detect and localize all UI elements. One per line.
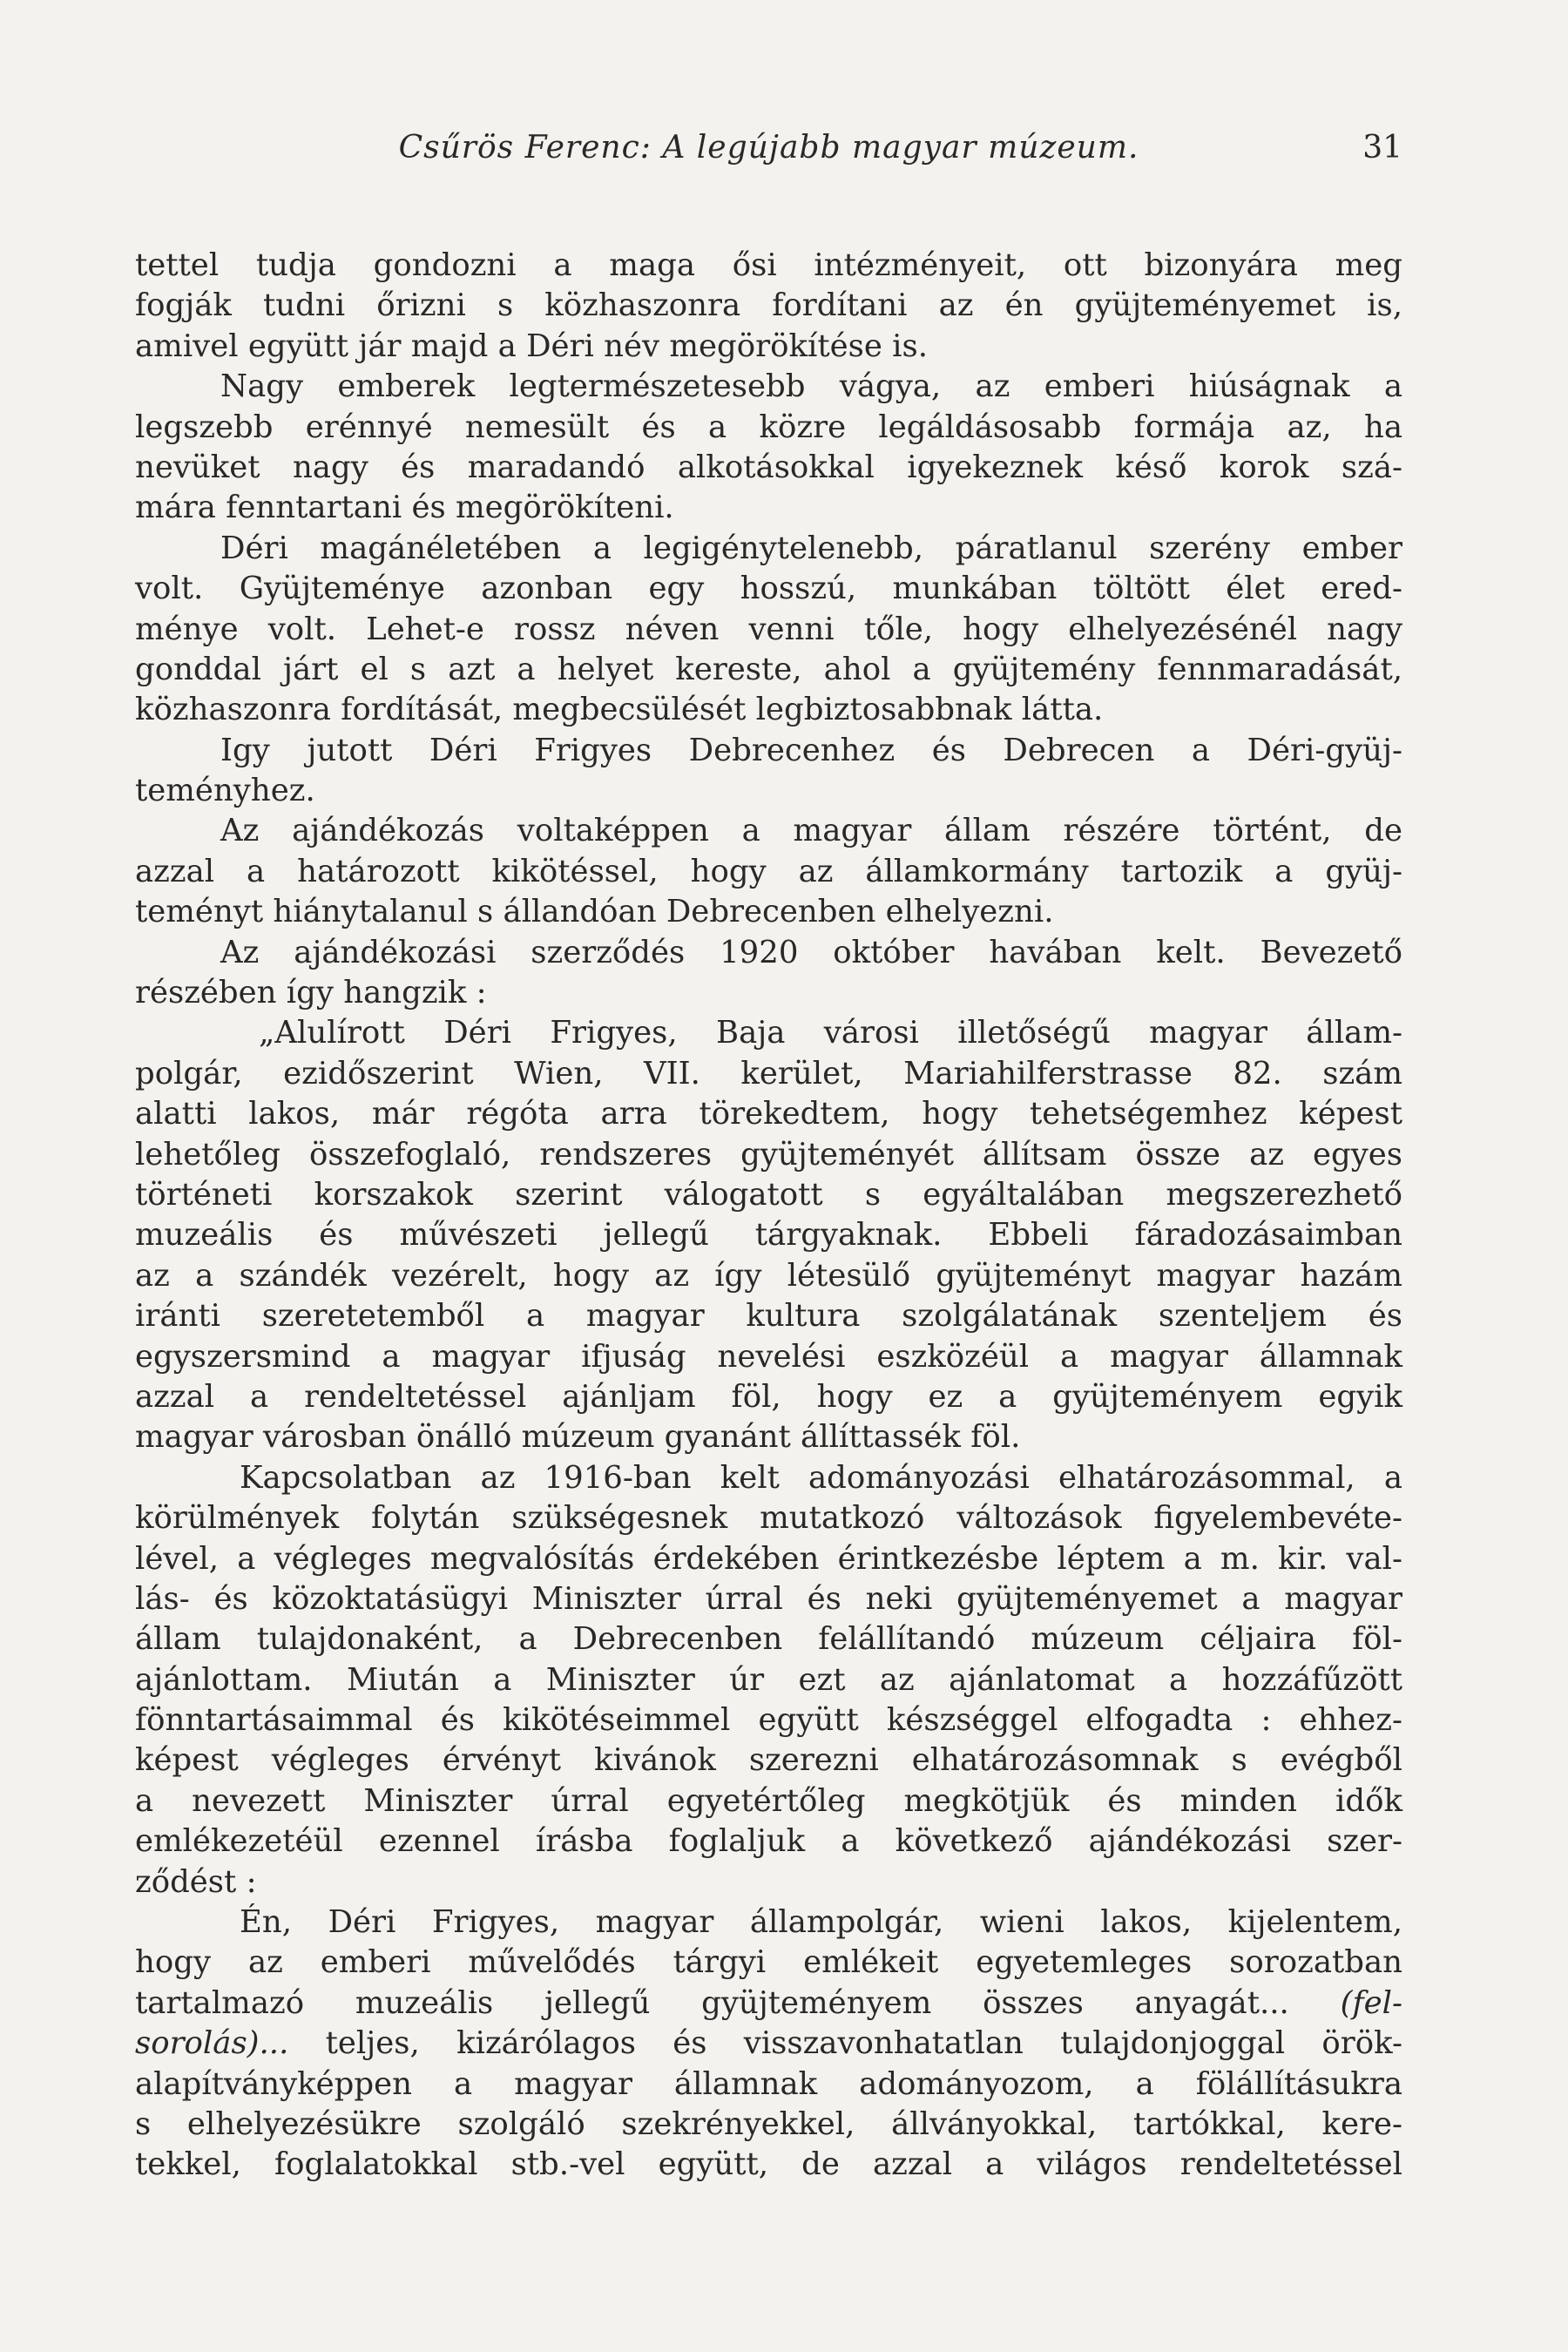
- text-line: a nevezett Miniszter úrral egyetértőleg megkötjük és minden idők: [135, 1782, 1402, 1819]
- text-line: muzeális és művészeti jellegű tárgyaknak. Ebbeli fáradozásaimban: [135, 1217, 1402, 1254]
- text-line: az a szándék vezérelt, hogy az így létesülő gyüjteményt magyar hazám: [135, 1257, 1402, 1294]
- page-number: 31: [1362, 130, 1402, 166]
- text-line: lás- és közoktatásügyi Miniszter úrral és neki gyüjteményemet a magyar: [135, 1580, 1402, 1617]
- paragraph-start-line: Déri magánéletében a legigénytelenebb, páratlanul szerény ember: [220, 530, 1402, 566]
- text-segment: teljes, kizárólagos és visszavonhatatlan tulajdonjoggal örök-: [325, 2025, 1402, 2062]
- paragraph-start-line: Nagy emberek legtermészetesebb vágya, az emberi hiúságnak a: [220, 368, 1402, 405]
- text-line: lével, a végleges megvalósítás érdekében érintkezésbe léptem a m. kir. val-: [135, 1540, 1402, 1577]
- text-line: iránti szeretetemből a magyar kultura szolgálatának szenteljem és: [135, 1298, 1402, 1335]
- text-line: fogják tudni őrizni s közhaszonra fordítani az én gyüjteményemet is,: [135, 287, 1402, 324]
- text-line: fönntartásaimmal és kikötéseimmel együtt készséggel elfogadta : ehhez-: [135, 1702, 1402, 1739]
- running-title: Csűrös Ferenc: A legújabb magyar múzeum.: [398, 130, 1139, 166]
- text-line: részében így hangzik :: [135, 975, 487, 1011]
- text-line: tettel tudja gondozni a maga ősi intézményeit, ott bizonyára meg: [135, 247, 1402, 283]
- text-line: emlékezetéül ezennel írásba foglaljuk a következő ajándékozási szer-: [135, 1823, 1402, 1860]
- text-line: körülmények folytán szükségesnek mutatkozó változások figyelembevéte-: [135, 1500, 1402, 1537]
- text-line: hogy az emberi művelődés tárgyi emlékeit egyetemleges sorozatban: [135, 1944, 1402, 1981]
- paragraph-start-line: Igy jutott Déri Frigyes Debrecenhez és Debrecen a Déri-gyüj-: [220, 732, 1402, 768]
- paragraph-start-line: Kapcsolatban az 1916-ban kelt adományozási elhatározásommal, a: [240, 1459, 1402, 1496]
- text-line: legszebb erénnyé nemesült és a közre legáldásosabb formája az, ha: [135, 409, 1402, 445]
- text-line: volt. Gyüjteménye azonban egy hosszú, munkában töltött élet ered-: [135, 571, 1402, 607]
- text-segment: tartalmazó muzeális jellegű gyüjteményem összes anyagát...: [135, 1984, 1289, 2021]
- text-line: tekkel, foglalatokkal stb.-vel együtt, de azzal a világos rendeltetéssel: [135, 2146, 1402, 2183]
- text-line: ajánlottam. Miután a Miniszter úr ezt az ajánlatomat a hozzáfűzött: [135, 1661, 1402, 1698]
- text-line: egyszersmind a magyar ifjuság nevelési eszközéül a magyar államnak: [135, 1338, 1402, 1375]
- text-line: s elhelyezésükre szolgáló szekrényekkel, állványokkal, tartókkal, kere-: [135, 2105, 1402, 2142]
- text-line: mára fenntartani és megörökíteni.: [135, 490, 674, 526]
- text-line: alatti lakos, már régóta arra törekedtem, hogy tehetségemhez képest: [135, 1096, 1402, 1132]
- quote-start-line: „Alulírott Déri Frigyes, Baja városi illetőségű magyar állam-: [259, 1015, 1402, 1051]
- text-line: teményt hiánytalanul s állandóan Debrecenben elhelyezni.: [135, 894, 1054, 930]
- text-line: azzal a határozott kikötéssel, hogy az államkormány tartozik a gyüj-: [135, 853, 1402, 889]
- text-line: állam tulajdonaként, a Debrecenben felállítandó múzeum céljaira föl-: [135, 1621, 1402, 1658]
- text-line: gonddal járt el s azt a helyet kereste, ahol a gyüjtemény fennmaradását,: [135, 651, 1402, 687]
- text-line: polgár, ezidőszerint Wien, VII. kerület, Mariahilferstrasse 82. szám: [135, 1055, 1402, 1092]
- text-line: nevüket nagy és maradandó alkotásokkal igyekeznek késő korok szá-: [135, 449, 1402, 485]
- paragraph-start-line: Én, Déri Frigyes, magyar állampolgár, wieni lakos, kijelentem,: [240, 1904, 1402, 1941]
- text-line: azzal a rendeltetéssel ajánljam föl, hogy ez a gyüjteményem egyik: [135, 1378, 1402, 1415]
- text-line: közhaszonra fordítását, megbecsülését legbiztosabbnak látta.: [135, 692, 1104, 728]
- text-line: ződést :: [135, 1863, 257, 1900]
- text-line: lehetőleg összefoglaló, rendszeres gyüjteményét állítsam össze az egyes: [135, 1136, 1402, 1173]
- text-line: történeti korszakok szerint válogatott s egyáltalában megszerezhető: [135, 1176, 1402, 1213]
- paragraph-start-line: Az ajándékozási szerződés 1920 október havában kelt. Bevezető: [220, 934, 1402, 970]
- text-line: alapítványképpen a magyar államnak adományozom, a fölállításukra: [135, 2065, 1402, 2102]
- text-line-with-italic: [135, 1984, 1402, 2024]
- paragraph-start-line: Az ajándékozás voltaképpen a magyar állam részére történt, de: [220, 813, 1402, 849]
- italic-segment: (fel-: [1340, 1984, 1402, 2021]
- body-text: [135, 246, 1402, 2186]
- running-header: [135, 122, 1402, 174]
- text-line: teményhez.: [135, 773, 315, 809]
- text-line: amivel együtt jár majd a Déri név megörökítése is.: [135, 328, 928, 364]
- text-line: képest végleges érvényt kivánok szerezni elhatározásomnak s evégből: [135, 1742, 1402, 1779]
- text-line-with-italic: [135, 2024, 1402, 2064]
- text-line: ménye volt. Lehet-e rossz néven venni tőle, hogy elhelyezésénél nagy: [135, 611, 1402, 647]
- text-line: magyar városban önálló múzeum gyanánt állíttassék föl.: [135, 1419, 1021, 1456]
- italic-segment: sorolás)...: [135, 2025, 289, 2062]
